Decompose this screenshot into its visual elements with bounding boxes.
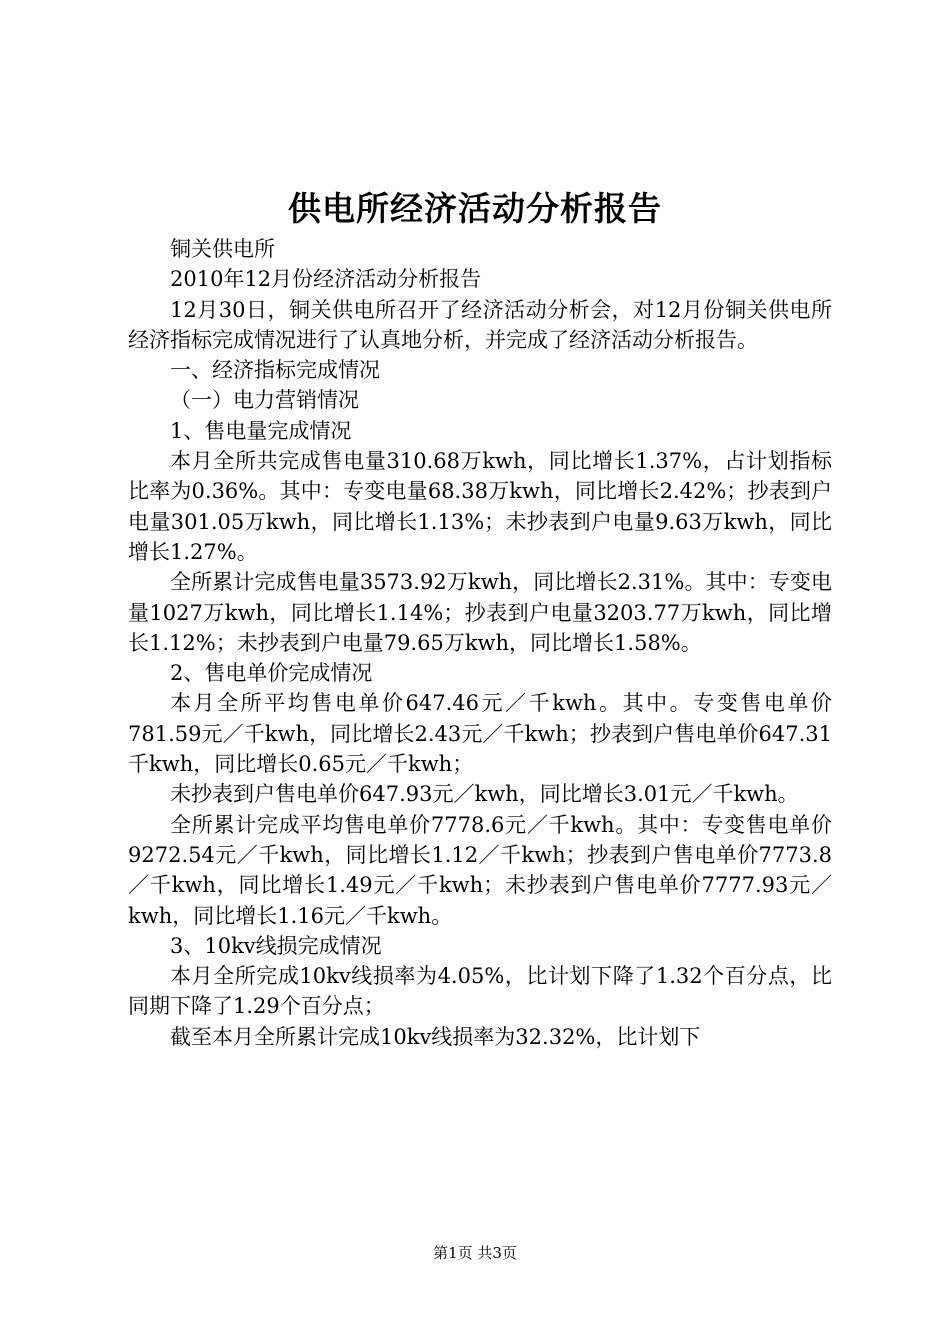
heading-item-3: 3、10kv线损完成情况: [170, 933, 382, 958]
heading-section-1: 一、经济指标完成情况: [170, 358, 380, 383]
paragraph-monthly-price: 本月全所平均售电单价647.46元／千kwh。其中。专变售电单价781.59元／千kwh，同比增长2.43元／千kwh；抄表到户售电单价647.31千kwh，同比增长0.65元／千kwh；: [128, 691, 832, 777]
heading-item-1: 1、售电量完成情况: [170, 418, 352, 443]
paragraph-cumulative-price: 全所累计完成平均售电单价7778.6元／千kwh。其中：专变售电单价9272.54元／千kwh，同比增长1.12／千kwh；抄表到户售电单价7773.8／千kwh，同比增长1.49元／千kwh；未抄表到户售电单价7777.93元／kwh，同比增长1.16元／千kwh。: [128, 812, 832, 928]
page-title: 供电所经济活动分析报告: [288, 189, 662, 228]
paragraph-org: 铜关供电所: [170, 237, 275, 261]
paragraph-monthly-line-loss: 本月全所完成10kv线损率为4.05%，比计划下降了1.32个百分点，比同期下降了1.29个百分点；: [128, 964, 832, 1019]
paragraph-cumulative-line-loss: 截至本月全所累计完成10kv线损率为32.32%，比计划下: [170, 1024, 701, 1049]
page-footer: 第1页 共3页: [433, 1244, 517, 1262]
paragraph-cumulative-sales: 全所累计完成售电量3573.92万kwh，同比增长2.31%。其中：专变电量1027万kwh，同比增长1.14%；抄表到户电量3203.77万kwh，同比增长1.12%；未抄表到户电量79.65万kwh，同比增长1.58%。: [128, 570, 832, 655]
document-body: [128, 234, 832, 1052]
paragraph-intro: 12月30日，铜关供电所召开了经济活动分析会，对12月份铜关供电所经济指标完成情况进行了认真地分析，并完成了经济活动分析报告。: [128, 297, 832, 352]
heading-item-2: 2、售电单价完成情况: [170, 661, 373, 686]
heading-subsection-1: （一）电力营销情况: [170, 388, 359, 413]
paragraph-unmetered-price: 未抄表到户售电单价647.93元／kwh，同比增长3.01元／千kwh。: [170, 782, 799, 807]
paragraph-monthly-sales: 本月全所共完成售电量310.68万kwh，同比增长1.37%，占计划指标比率为0.36%。其中：专变电量68.38万kwh，同比增长2.42%；抄表到户电量301.05万kwh，同比增长1.13%；未抄表到户电量9.63万kwh，同比增长1.27%。: [128, 449, 832, 564]
paragraph-report-name: 2010年12月份经济活动分析报告: [170, 267, 482, 292]
